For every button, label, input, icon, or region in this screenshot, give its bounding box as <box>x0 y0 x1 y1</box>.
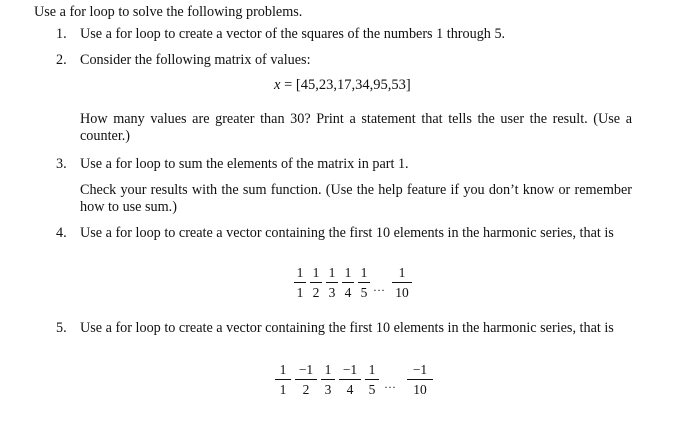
item-2-number: 2. <box>56 52 67 68</box>
series-2-term-4: −1 4 <box>337 362 363 397</box>
series-1-term-3: 1 3 <box>324 265 340 300</box>
series-1-term-2: 1 2 <box>308 265 324 300</box>
series-2-term-2: −1 2 <box>293 362 319 397</box>
equation-lhs: x <box>274 77 281 93</box>
series-2-term-5: 1 5 <box>363 362 381 397</box>
item-1-text: Use a for loop to create a vector of the squares of the numbers 1 through 5. <box>80 26 506 42</box>
series-1-ellipsis: … <box>373 280 385 294</box>
item-2-followup: How many values are greater than 30? Print a statement that tells the user the result. (Use a counter.) <box>80 111 632 144</box>
matrix-equation <box>274 77 411 94</box>
series-2-term-3: 1 3 <box>319 362 337 397</box>
item-4-text: Use a for loop to create a vector containing the first 10 elements in the harmonic series, that is <box>80 225 614 241</box>
series-2-term-1: 1 1 <box>273 362 293 397</box>
item-1-number: 1. <box>56 26 67 42</box>
series-1-term-4: 1 4 <box>340 265 356 300</box>
equation-rhs: = [45,23,17,34,95,53] <box>280 77 411 93</box>
item-3-number: 3. <box>56 156 67 172</box>
item-2-text: Consider the following matrix of values: <box>80 52 311 68</box>
series-1-term-5: 1 5 <box>356 265 372 300</box>
intro-text: Use a for loop to solve the following problems. <box>34 4 303 20</box>
item-4-number: 4. <box>56 225 67 241</box>
item-3-followup: Check your results with the sum function. (Use the help feature if you don’t know or remember how to use sum.) <box>80 182 632 215</box>
series-2-last-term: −1 10 <box>405 362 435 397</box>
series-2-ellipsis: … <box>384 377 396 391</box>
item-5-number: 5. <box>56 320 67 336</box>
series-1-term-1: 1 1 <box>292 265 308 300</box>
series-1-last-term: 1 10 <box>390 265 414 300</box>
item-3-text: Use a for loop to sum the elements of the matrix in part 1. <box>80 156 409 172</box>
item-5-text: Use a for loop to create a vector containing the first 10 elements in the harmonic series, that is <box>80 320 614 336</box>
